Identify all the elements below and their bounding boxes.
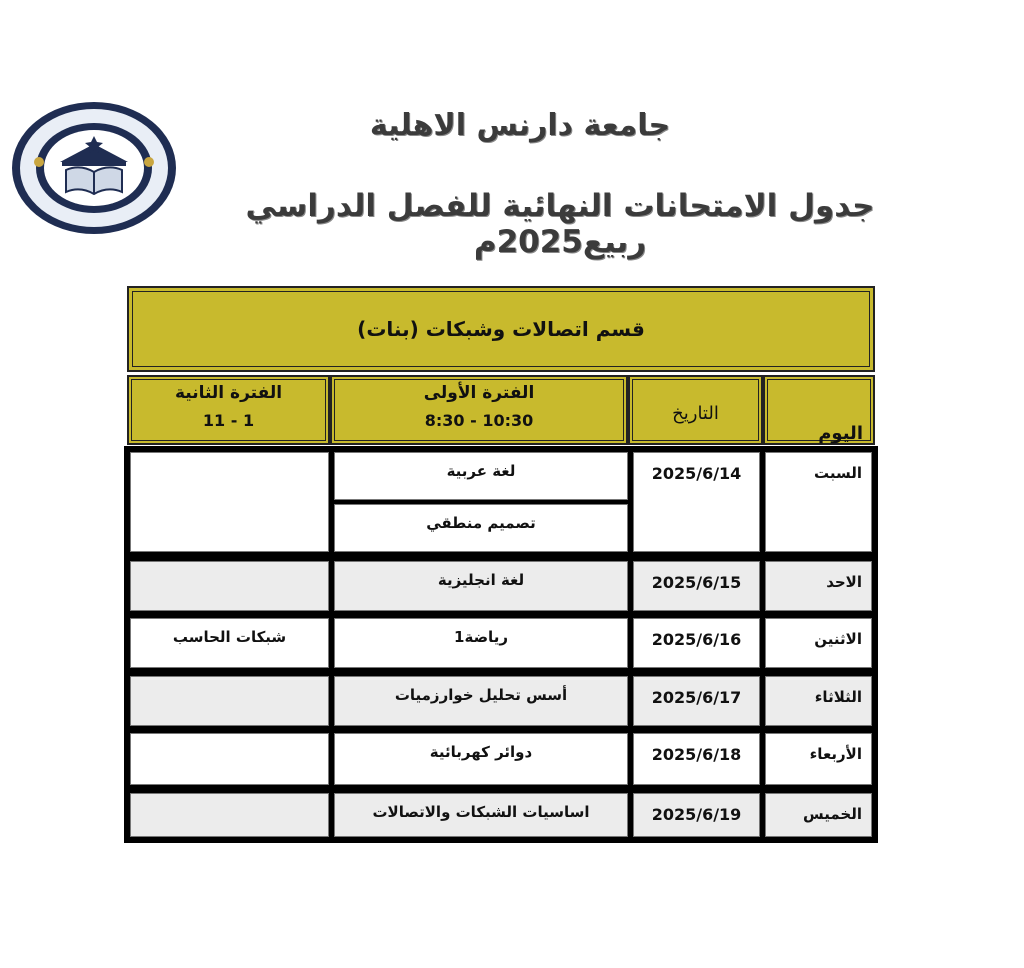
university-logo [10, 100, 178, 236]
column-header-date [628, 375, 763, 445]
day-cell [765, 561, 872, 611]
date-label: التاريخ [672, 403, 719, 424]
date-text: 2025/6/14 [651, 464, 742, 483]
date-cell [633, 733, 760, 785]
day-cell [765, 733, 872, 785]
period2-cell [130, 618, 329, 668]
table-row [124, 446, 878, 558]
date-text: 2025/6/17 [651, 688, 742, 707]
day-cell [765, 618, 872, 668]
period1-cell [334, 452, 628, 500]
department-header: قسم اتصالات وشبكات (بنات) [127, 286, 875, 372]
exam-schedule-title: جدول الامتحانات النهائية للفصل الدراسي ربيع2025م [245, 188, 875, 260]
course-text: شبكات الحاسب [172, 628, 287, 646]
course-text: اساسيات الشبكات والاتصالات [372, 803, 590, 821]
table-row [124, 612, 878, 674]
day-cell [765, 676, 872, 726]
day-text: الخميس [803, 805, 862, 823]
period2-label: الفترة الثانية [174, 383, 283, 403]
period1-label: الفترة الأولى [423, 383, 535, 403]
date-text: 2025/6/16 [651, 630, 742, 649]
date-text: 2025/6/18 [651, 745, 742, 764]
day-text: الثلاثاء [814, 688, 862, 706]
table-row [124, 555, 878, 617]
day-cell [765, 793, 872, 837]
day-label: اليوم [818, 423, 863, 444]
period2-cell [130, 733, 329, 785]
period1-cell-b [334, 504, 628, 552]
period1-cell [334, 676, 628, 726]
day-cell [765, 452, 872, 552]
period2-cell [130, 561, 329, 611]
column-header-period2 [127, 375, 330, 445]
period2-cell [130, 793, 329, 837]
date-text: 2025/6/15 [651, 573, 742, 592]
period2-time: 11 - 1 [202, 411, 255, 430]
date-cell [633, 676, 760, 726]
column-header-period1 [330, 375, 628, 445]
date-cell [633, 618, 760, 668]
date-cell [633, 793, 760, 837]
period2-cell [130, 676, 329, 726]
period1-cell [334, 561, 628, 611]
day-text: الاحد [826, 573, 862, 591]
period1-cell [334, 793, 628, 837]
date-cell [633, 452, 760, 552]
day-text: الأربعاء [809, 745, 862, 763]
course-text: لغة عربية [446, 462, 516, 480]
date-text: 2025/6/19 [651, 805, 742, 824]
period1-time: 8:30 - 10:30 [424, 411, 534, 430]
university-name: جامعة دارنس الاهلية [369, 108, 671, 143]
date-cell [633, 561, 760, 611]
course-text: تصميم منطقي [426, 514, 536, 532]
table-row [124, 670, 878, 732]
period1-cell [334, 618, 628, 668]
course-text: أسس تحليل خوارزميات [394, 686, 568, 704]
table-row [124, 787, 878, 843]
period1-cell [334, 733, 628, 785]
column-header-day [763, 375, 875, 445]
course-text: لغة انجليزية [437, 571, 525, 589]
day-text: الاثنين [814, 630, 862, 648]
course-text: رياضة1 [454, 628, 508, 646]
day-text: السبت [813, 464, 862, 482]
course-text: دوائر كهربائية [429, 743, 533, 761]
table-row [124, 727, 878, 791]
period2-cell [130, 452, 329, 552]
